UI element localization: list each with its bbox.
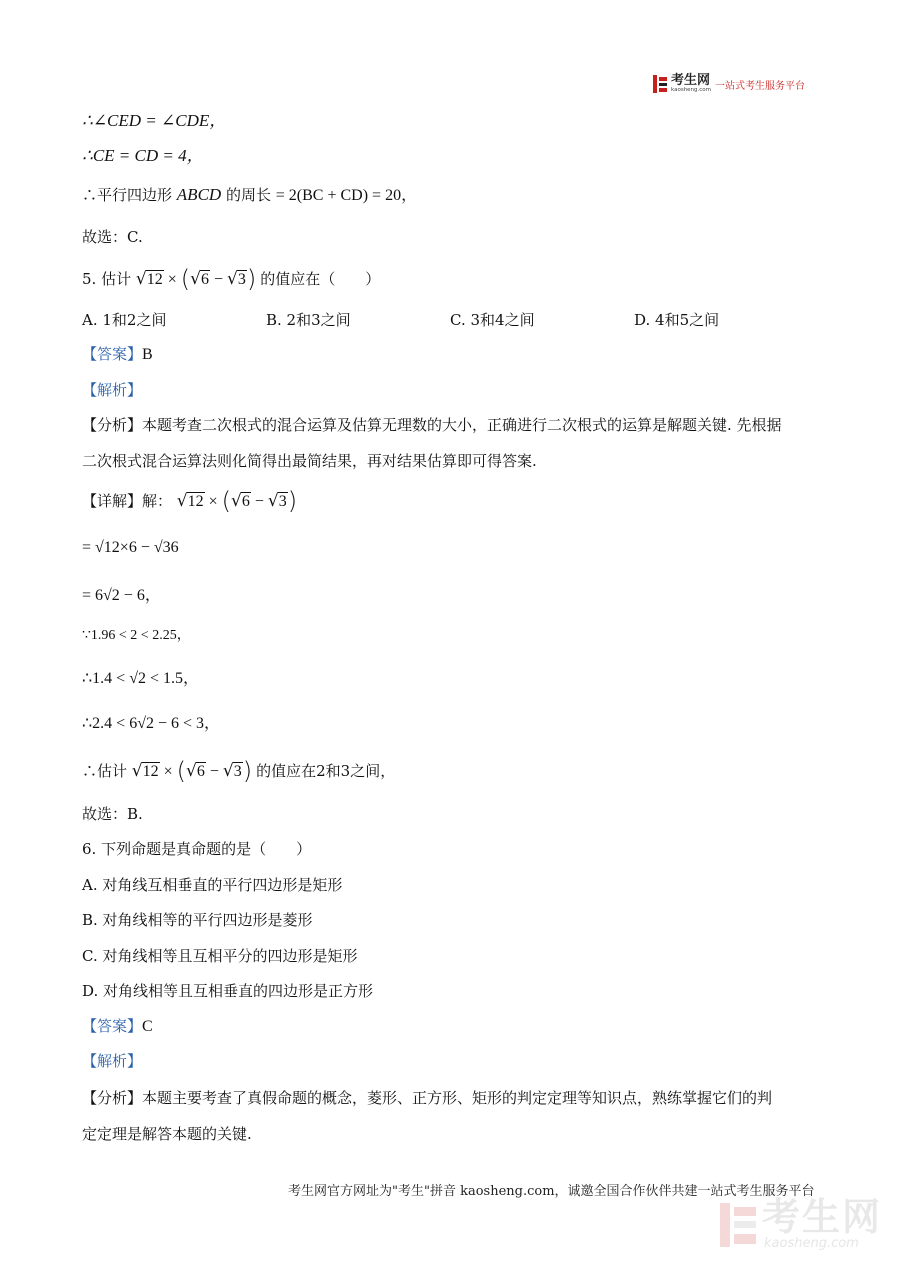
q6-option-b: B. 对角线相等的平行四边形是菱形 xyxy=(82,911,313,929)
q5-fenxi-label: 【分析】 xyxy=(82,416,143,434)
q6-fenxi-line2: 定定理是解答本题的关键. xyxy=(82,1125,252,1143)
q5-step2: = 6√2 − 6， xyxy=(82,587,161,604)
logo-url: kaosheng.com xyxy=(671,86,712,93)
q5-option-d: D. 4和5之间 xyxy=(634,311,720,329)
q5-option-c: C. 3和4之间 xyxy=(450,311,535,329)
q5-expression: √12 × (√6 − √3) xyxy=(135,265,257,293)
line-perimeter xyxy=(82,184,417,207)
q5-step6-expr: √12 × (√6 − √3) xyxy=(131,757,253,785)
q6-answer-value: C xyxy=(142,1018,153,1035)
q5-step6-a: ∴估计 xyxy=(82,762,128,780)
q5-tail: 的值应在（ ） xyxy=(260,270,381,288)
perimeter-abcd: ABCD xyxy=(176,185,222,204)
q5-final: 故选：B. xyxy=(82,805,143,823)
watermark-logo-icon xyxy=(718,1201,758,1249)
q5-options xyxy=(82,309,782,331)
q5-step6 xyxy=(82,757,396,785)
q5-step3: ∵1.96 < 2 < 2.25， xyxy=(82,628,191,643)
q6-analysis-label: 【解析】 xyxy=(82,1052,143,1070)
perimeter-text: ∴平行四边形 xyxy=(82,186,173,204)
q5-step1: = √12×6 − √36 xyxy=(82,539,179,556)
q5-fenxi-line1 xyxy=(82,414,782,436)
q6-fenxi-label: 【分析】 xyxy=(82,1089,143,1107)
perimeter-formula: = 2(BC + CD) = 20， xyxy=(275,187,418,204)
q5-answer-label: 【答案】 xyxy=(82,345,143,363)
q5-answer xyxy=(82,343,153,366)
q5-xiangjie-expr: √12 × (√6 − √3) xyxy=(176,487,298,515)
q6-fenxi-text1: 本题主要考查了真假命题的概念，菱形、正方形、矩形的判定定理等知识点，熟练掌握它们的判 xyxy=(142,1089,773,1107)
kaosheng-logo-icon xyxy=(652,74,668,94)
footer-text: 考生网官方网址为"考生"拼音 kaosheng.com，诚邀全国合作伙伴共建一站式考生服务平台 xyxy=(288,1184,815,1199)
watermark-url: kaosheng.com xyxy=(764,1236,859,1251)
header-logo xyxy=(652,72,805,96)
q6-answer xyxy=(82,1015,153,1038)
perimeter-label: 的周长 xyxy=(225,186,271,204)
q6-fenxi-line1 xyxy=(82,1087,772,1109)
watermark-name: 考生网 xyxy=(762,1195,883,1239)
q5-step4: ∴1.4 < √2 < 1.5， xyxy=(82,670,200,687)
q6-stem: 6. 下列命题是真命题的是（ ） xyxy=(82,840,312,858)
q5-step5: ∴2.4 < 6√2 − 6 < 3， xyxy=(82,715,221,732)
q5-number: 5. 估计 xyxy=(82,270,132,288)
q5-fenxi-line2: 二次根式混合运算法则化简得出最简结果，再对结果估算即可得答案. xyxy=(82,452,537,470)
q5-xiangjie xyxy=(82,487,298,515)
q5-option-a: A. 1和2之间 xyxy=(82,311,167,329)
q6-answer-label: 【答案】 xyxy=(82,1017,143,1035)
header-slogan: 一站式考生服务平台 xyxy=(715,80,806,92)
q5-fenxi-text1: 本题考查二次根式的混合运算及估算无理数的大小，正确进行二次根式的运算是解题关键. 先根据 xyxy=(142,416,782,434)
q5-stem xyxy=(82,265,381,293)
q6-option-c: C. 对角线相等且互相平分的四边形是矩形 xyxy=(82,947,358,965)
q6-option-a: A. 对角线互相垂直的平行四边形是矩形 xyxy=(82,876,343,894)
line-ce-cd: ∴CE = CD = 4， xyxy=(82,146,204,165)
q5-option-b: B. 2和3之间 xyxy=(266,311,351,329)
q5-step6-b: 的值应在2和3之间， xyxy=(256,762,396,780)
logo-name: 考生网 xyxy=(671,72,711,88)
q6-option-d: D. 对角线相等且互相垂直的四边形是正方形 xyxy=(82,982,374,1000)
line-angle-equal: ∴∠CED = ∠CDE， xyxy=(82,111,227,130)
q5-xiangjie-label: 【详解】解： xyxy=(82,492,173,510)
q5-answer-value: B xyxy=(142,346,153,363)
watermark xyxy=(718,1195,883,1251)
q5-analysis-label: 【解析】 xyxy=(82,381,143,399)
q4-choice: 故选：C. xyxy=(82,228,143,246)
